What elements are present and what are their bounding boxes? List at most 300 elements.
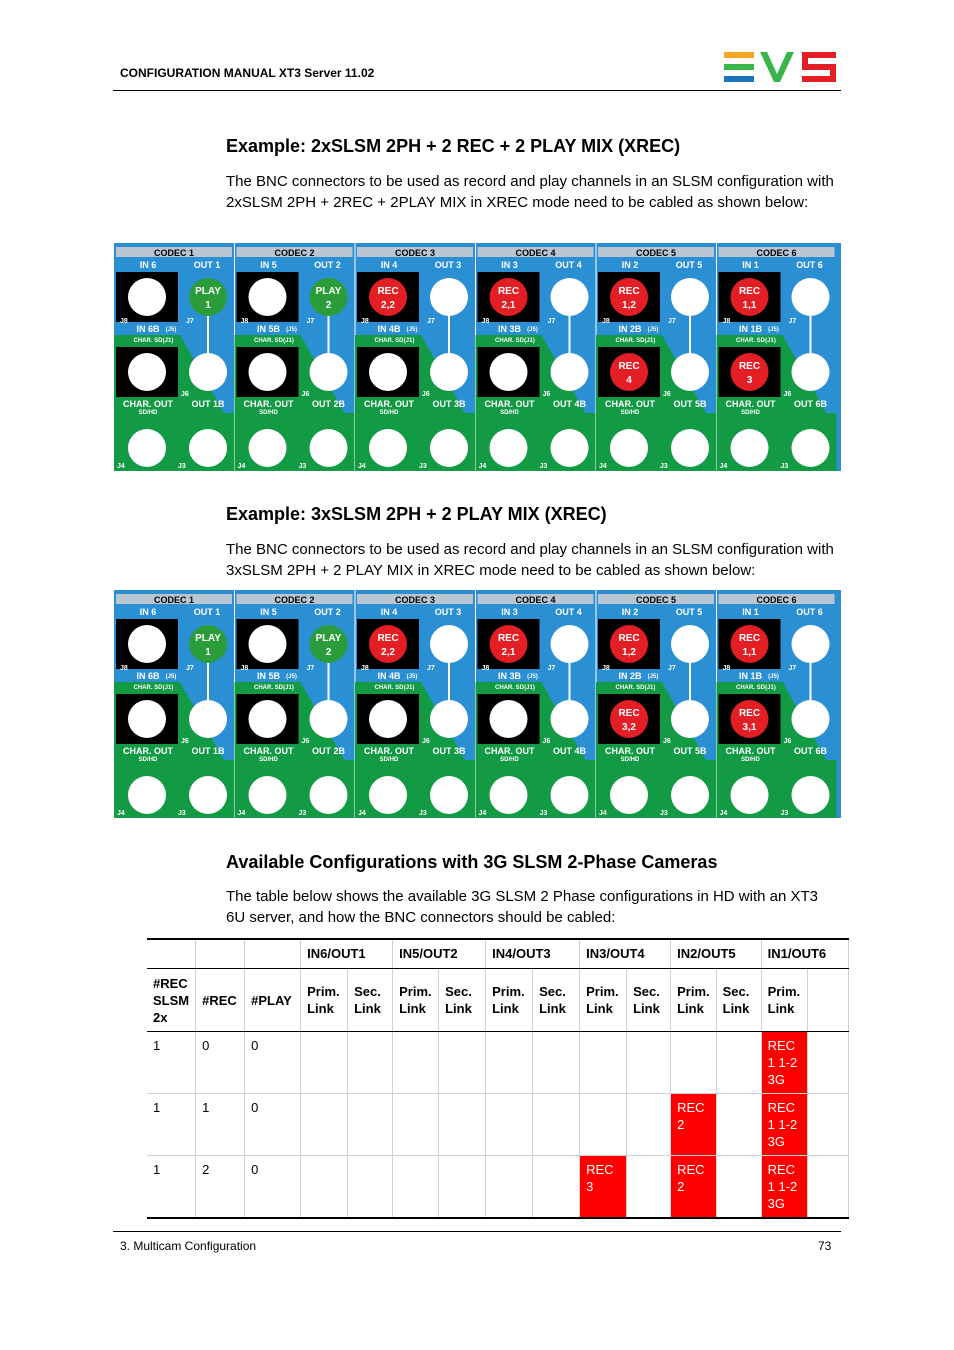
- input-label: IN 4: [380, 260, 398, 270]
- j6-label: J6: [422, 391, 430, 398]
- bnc-connector-icon: [249, 625, 287, 663]
- section-heading-3: Available Configurations with 3G SLSM 2-Phase Cameras: [226, 852, 718, 872]
- bnc-connector-icon: [310, 776, 348, 814]
- output-label: OUT 6: [796, 260, 823, 270]
- j7-label: J7: [788, 318, 797, 325]
- bnc-connector-icon: [430, 429, 468, 467]
- play-badge-number: 2: [325, 647, 332, 658]
- link-cell: [716, 1094, 761, 1156]
- j7-label: J7: [427, 318, 435, 325]
- input-label: IN 3: [501, 607, 518, 617]
- j7-label: J7: [788, 665, 797, 672]
- bnc-connector-icon: [249, 776, 287, 814]
- bnc-connector-icon: [792, 776, 830, 814]
- link-cell-empty: [807, 1156, 848, 1219]
- char-out-label: CHAR. OUT: [364, 746, 414, 756]
- play-badge-label: PLAY: [195, 286, 221, 297]
- rec-badge-label: REC: [618, 286, 640, 297]
- bnc-connector-icon: [671, 429, 709, 467]
- codec-label: CODEC 4: [515, 595, 556, 605]
- link-cell: [486, 1032, 533, 1094]
- j6-label: J6: [663, 738, 671, 745]
- j1-label: (J1): [283, 338, 294, 344]
- char-out-label: CHAR. OUT: [123, 746, 173, 756]
- j1-label: (J1): [162, 685, 174, 691]
- output-b-label: OUT 2B: [311, 399, 346, 409]
- bnc-connector-icon: [128, 429, 166, 467]
- bnc-connector-icon: [189, 429, 227, 467]
- char-out-label: CHAR. OUT: [123, 399, 173, 409]
- output-label: OUT 4: [555, 260, 582, 270]
- group-header: IN1/OUT6: [761, 939, 848, 969]
- rec-badge-label: REC: [497, 286, 520, 297]
- bnc-connector-icon: [731, 429, 769, 467]
- bnc-connector-icon: [490, 700, 528, 738]
- j8-label: J8: [722, 318, 731, 325]
- char-sd-label: CHAR. SD: [494, 685, 525, 691]
- link-cell: [301, 1156, 348, 1219]
- footer-rule: [113, 1231, 841, 1232]
- sd-hd-label: SD/HD: [138, 757, 158, 763]
- output-label: OUT 4: [555, 607, 582, 617]
- input-b-label: IN 2B: [618, 671, 642, 681]
- j3-label: J3: [660, 463, 668, 470]
- bnc-connector-icon: [430, 278, 468, 316]
- char-out-label: CHAR. OUT: [605, 399, 655, 409]
- bnc-connector-icon: [610, 429, 648, 467]
- j1-label: (J1): [403, 338, 415, 344]
- j8-label: J8: [240, 318, 249, 325]
- input-b-label: IN 6B: [136, 671, 160, 681]
- input-label: IN 3: [501, 260, 518, 270]
- codec-label: CODEC 6: [756, 248, 797, 258]
- char-sd-label: CHAR. SD: [133, 685, 163, 691]
- rec-badge-label: REC: [497, 633, 520, 644]
- sd-hd-label: SD/HD: [500, 410, 519, 416]
- j7-label: J7: [668, 318, 676, 325]
- col-header-prim: Prim. Link: [301, 969, 348, 1032]
- codec-column: [717, 594, 837, 818]
- output-b-label: OUT 6B: [793, 399, 828, 409]
- output-b-label: OUT 1B: [191, 746, 225, 756]
- bnc-connector-icon: [490, 776, 528, 814]
- cell-rec: 0: [196, 1032, 245, 1094]
- j6-label: J6: [301, 738, 310, 745]
- table-group-header-row: [147, 939, 848, 969]
- input-b-label: IN 3B: [497, 671, 522, 681]
- output-b-label: OUT 1B: [191, 399, 225, 409]
- output-b-label: OUT 3B: [432, 746, 466, 756]
- bnc-panel-2: [114, 590, 841, 818]
- j3-label: J3: [539, 810, 548, 817]
- sd-hd-label: SD/HD: [138, 410, 158, 416]
- j4-label: J4: [478, 463, 487, 470]
- cell-play: 0: [245, 1032, 301, 1094]
- j1-label: (J1): [283, 685, 294, 691]
- link-cell: [580, 1094, 627, 1156]
- link-cell: [533, 1094, 580, 1156]
- link-cell: [533, 1032, 580, 1094]
- rec-badge-number: 2,2: [381, 300, 395, 311]
- col-header-sec: Sec. Link: [627, 969, 671, 1032]
- input-label: IN 5: [260, 260, 277, 270]
- bnc-connector-icon: [128, 700, 166, 738]
- j8-label: J8: [481, 318, 490, 325]
- bnc-connector-icon: [128, 776, 166, 814]
- output-label: OUT 3: [434, 607, 462, 617]
- j4-label: J4: [117, 463, 125, 470]
- rec-badge-number: 1,2: [622, 647, 636, 658]
- sd-hd-label: SD/HD: [379, 757, 399, 763]
- rec-badge-label: REC: [618, 361, 640, 372]
- table-sub-header-row: [147, 969, 848, 1032]
- play-badge-label: PLAY: [315, 633, 342, 644]
- sd-hd-label: SD/HD: [500, 757, 519, 763]
- link-cell: [486, 1094, 533, 1156]
- cell-slsm: 1: [147, 1032, 196, 1094]
- j7-label: J7: [668, 665, 676, 672]
- input-label: IN 2: [621, 607, 639, 617]
- rec-badge-number: 3: [746, 375, 753, 386]
- output-label: OUT 2: [314, 607, 341, 617]
- bnc-connector-icon: [249, 700, 287, 738]
- rec-badge-label: REC: [738, 633, 761, 644]
- rec-badge-label: REC: [738, 361, 761, 372]
- char-sd-label: CHAR. SD: [374, 685, 404, 691]
- bnc-connector-icon: [310, 429, 348, 467]
- j3-label: J3: [539, 463, 548, 470]
- link-cell: [301, 1032, 348, 1094]
- header-rule: [113, 90, 841, 91]
- j3-label: J3: [178, 463, 186, 470]
- group-header: IN6/OUT1: [301, 939, 393, 969]
- rec-badge-label: REC: [377, 633, 399, 644]
- output-label: OUT 1: [193, 607, 221, 617]
- j5-label: (J5): [286, 327, 297, 333]
- link-cell: [439, 1094, 486, 1156]
- codec-label: CODEC 5: [635, 595, 677, 605]
- group-header: IN5/OUT2: [393, 939, 486, 969]
- link-cell: [671, 1032, 717, 1094]
- bnc-connector-icon: [731, 776, 769, 814]
- input-label: IN 1: [742, 260, 759, 270]
- col-header-play: #PLAY: [245, 969, 301, 1032]
- codec-label: CODEC 6: [756, 595, 797, 605]
- bnc-connector-icon: [430, 776, 468, 814]
- input-b-label: IN 1B: [738, 671, 763, 681]
- j4-label: J4: [719, 810, 728, 817]
- j6-label: J6: [663, 391, 671, 398]
- rec-badge-number: 3,1: [742, 722, 757, 733]
- bnc-connector-icon: [551, 278, 589, 316]
- bnc-connector-icon: [671, 700, 709, 738]
- link-cell: [533, 1156, 580, 1219]
- footer-chapter: 3. Multicam Configuration: [120, 1239, 257, 1253]
- rec-badge-number: 3,2: [622, 722, 636, 733]
- play-badge-label: PLAY: [315, 286, 342, 297]
- rec-badge-label: REC: [618, 708, 640, 719]
- link-cell: [486, 1156, 533, 1219]
- link-cell-empty: [807, 1032, 848, 1094]
- rec-badge-number: 4: [626, 375, 632, 386]
- input-b-label: IN 1B: [738, 324, 763, 334]
- j1-label: (J1): [524, 685, 535, 691]
- col-header-prim: Prim. Link: [486, 969, 533, 1032]
- table-row: [147, 1156, 848, 1219]
- j5-label: (J5): [165, 327, 177, 333]
- link-cell: [348, 1156, 393, 1219]
- link-cell-empty: [807, 1094, 848, 1156]
- cell-slsm: 1: [147, 1094, 196, 1156]
- bnc-connector-icon: [369, 700, 407, 738]
- sd-hd-label: SD/HD: [741, 410, 760, 416]
- link-cell: [393, 1094, 439, 1156]
- section-heading-1: Example: 2xSLSM 2PH + 2 REC + 2 PLAY MIX (XREC): [226, 136, 681, 156]
- group-header: IN2/OUT5: [671, 939, 762, 969]
- section-paragraph-1: The BNC connectors to be used as record and play channels in an SLSM configuration with 2xSLSM 2PH + 2REC + 2PLAY MIX in XREC mode need to be cabled as shown below:: [226, 173, 834, 211]
- j1-label: (J1): [765, 685, 776, 691]
- play-badge-number: 2: [325, 300, 332, 311]
- input-label: IN 2: [621, 260, 639, 270]
- j6-label: J6: [783, 738, 792, 745]
- char-sd-label: CHAR. SD: [494, 338, 525, 344]
- output-label: OUT 2: [314, 260, 341, 270]
- j4-label: J4: [358, 810, 366, 817]
- link-cell: [301, 1094, 348, 1156]
- col-header-rec-slsm: #REC SLSM 2x: [147, 969, 196, 1032]
- bnc-connector-icon: [310, 700, 348, 738]
- bnc-connector-icon: [310, 353, 348, 391]
- j6-label: J6: [542, 738, 551, 745]
- j6-label: J6: [542, 391, 551, 398]
- play-badge-label: PLAY: [195, 633, 221, 644]
- j7-label: J7: [547, 318, 556, 325]
- bnc-panel-svg: [114, 590, 841, 818]
- bnc-connector-icon: [490, 429, 528, 467]
- bnc-connector-icon: [551, 776, 589, 814]
- char-sd-label: CHAR. SD: [133, 338, 163, 344]
- output-b-label: OUT 2B: [311, 746, 346, 756]
- config-table: [147, 938, 849, 1219]
- bnc-connector-icon: [249, 429, 287, 467]
- input-b-label: IN 4B: [377, 671, 401, 681]
- j3-label: J3: [660, 810, 668, 817]
- bnc-connector-icon: [792, 278, 830, 316]
- j1-label: (J1): [644, 338, 656, 344]
- bnc-connector-icon: [792, 700, 830, 738]
- col-header-prim: Prim. Link: [671, 969, 717, 1032]
- j3-label: J3: [780, 810, 789, 817]
- char-sd-label: CHAR. SD: [253, 685, 284, 691]
- j4-label: J4: [719, 463, 728, 470]
- link-cell: REC 2: [671, 1094, 717, 1156]
- char-out-label: CHAR. OUT: [725, 399, 776, 409]
- sd-hd-label: SD/HD: [379, 410, 399, 416]
- j4-label: J4: [478, 810, 487, 817]
- rec-badge-number: 1,1: [742, 647, 757, 658]
- codec-column: [717, 247, 837, 471]
- codec-label: CODEC 3: [394, 595, 436, 605]
- bnc-connector-icon: [369, 776, 407, 814]
- bnc-panel-svg: [114, 243, 841, 471]
- j5-label: (J5): [647, 674, 659, 680]
- char-sd-label: CHAR. SD: [735, 685, 766, 691]
- char-out-label: CHAR. OUT: [243, 399, 294, 409]
- link-cell: REC 2: [671, 1156, 717, 1219]
- char-sd-label: CHAR. SD: [615, 338, 645, 344]
- bnc-connector-icon: [671, 278, 709, 316]
- char-sd-label: CHAR. SD: [735, 338, 766, 344]
- link-cell: [627, 1032, 671, 1094]
- cell-rec: 2: [196, 1156, 245, 1219]
- char-sd-label: CHAR. SD: [374, 338, 404, 344]
- sd-hd-label: SD/HD: [259, 410, 278, 416]
- j5-label: (J5): [406, 674, 418, 680]
- rec-badge-number: 2,1: [501, 300, 516, 311]
- input-b-label: IN 2B: [618, 324, 642, 334]
- bnc-connector-icon: [551, 429, 589, 467]
- bnc-connector-icon: [128, 278, 166, 316]
- char-out-label: CHAR. OUT: [725, 746, 776, 756]
- play-badge-number: 1: [205, 647, 211, 658]
- section-heading-2: Example: 3xSLSM 2PH + 2 PLAY MIX (XREC): [226, 504, 607, 524]
- group-header: IN3/OUT4: [580, 939, 671, 969]
- link-cell: [439, 1156, 486, 1219]
- bnc-connector-icon: [189, 700, 227, 738]
- codec-label: CODEC 5: [635, 248, 677, 258]
- j4-label: J4: [237, 810, 246, 817]
- bnc-connector-icon: [671, 353, 709, 391]
- link-cell: [627, 1094, 671, 1156]
- table-row: [147, 1094, 848, 1156]
- bnc-connector-icon: [792, 625, 830, 663]
- bnc-connector-icon: [610, 776, 648, 814]
- link-cell: [393, 1156, 439, 1219]
- input-b-label: IN 6B: [136, 324, 160, 334]
- j7-label: J7: [306, 665, 315, 672]
- bnc-connector-icon: [249, 353, 287, 391]
- input-label: IN 6: [139, 607, 157, 617]
- link-cell: REC 1 1-2 3G: [761, 1094, 807, 1156]
- bnc-connector-icon: [430, 700, 468, 738]
- j3-label: J3: [298, 810, 307, 817]
- link-cell: REC 3: [580, 1156, 627, 1219]
- output-label: OUT 3: [434, 260, 462, 270]
- j7-label: J7: [186, 665, 194, 672]
- group-header: IN4/OUT3: [486, 939, 580, 969]
- output-b-label: OUT 4B: [552, 399, 587, 409]
- bnc-connector-icon: [792, 353, 830, 391]
- j6-label: J6: [301, 391, 310, 398]
- bnc-connector-icon: [671, 625, 709, 663]
- rec-badge-number: 2,2: [381, 647, 395, 658]
- j8-label: J8: [602, 665, 610, 672]
- bnc-connector-icon: [369, 429, 407, 467]
- j4-label: J4: [599, 810, 607, 817]
- col-header-prim: Prim. Link: [761, 969, 807, 1032]
- bnc-connector-icon: [128, 353, 166, 391]
- output-b-label: OUT 5B: [673, 399, 707, 409]
- rec-badge-label: REC: [738, 286, 761, 297]
- cell-play: 0: [245, 1094, 301, 1156]
- input-b-label: IN 5B: [256, 671, 281, 681]
- j8-label: J8: [120, 665, 128, 672]
- input-label: IN 4: [380, 607, 398, 617]
- section-paragraph-3: The table below shows the available 3G SLSM 2 Phase configurations in HD with an XT3 6U server, and how the BNC connectors should be cabled:: [226, 888, 818, 926]
- input-label: IN 5: [260, 607, 277, 617]
- j1-label: (J1): [765, 338, 776, 344]
- link-cell: REC 1 1-2 3G: [761, 1032, 807, 1094]
- col-header-sec: Sec. Link: [439, 969, 486, 1032]
- j4-label: J4: [358, 463, 366, 470]
- output-b-label: OUT 4B: [552, 746, 587, 756]
- codec-label: CODEC 1: [153, 595, 195, 605]
- link-cell: [627, 1156, 671, 1219]
- char-sd-label: CHAR. SD: [253, 338, 284, 344]
- sd-hd-label: SD/HD: [741, 757, 760, 763]
- j5-label: (J5): [406, 327, 418, 333]
- output-b-label: OUT 6B: [793, 746, 828, 756]
- rec-badge-number: 1,2: [622, 300, 636, 311]
- link-cell: REC 1 1-2 3G: [761, 1156, 807, 1219]
- j8-label: J8: [361, 665, 369, 672]
- input-label: IN 1: [742, 607, 759, 617]
- j7-label: J7: [427, 665, 435, 672]
- bnc-connector-icon: [249, 278, 287, 316]
- evs-logo: [724, 52, 836, 82]
- j1-label: (J1): [644, 685, 656, 691]
- cell-play: 0: [245, 1156, 301, 1219]
- section-paragraph-2: The BNC connectors to be used as record and play channels in an SLSM configuration with 3xSLSM 2PH + 2 PLAY MIX in XREC mode need to be cabled as shown below:: [226, 541, 834, 579]
- j4-label: J4: [117, 810, 125, 817]
- j1-label: (J1): [403, 685, 415, 691]
- rec-badge-label: REC: [618, 633, 640, 644]
- j7-label: J7: [547, 665, 556, 672]
- bnc-connector-icon: [430, 353, 468, 391]
- bnc-connector-icon: [490, 353, 528, 391]
- col-header-rec: #REC: [196, 969, 245, 1032]
- bnc-connector-icon: [430, 625, 468, 663]
- j8-label: J8: [481, 665, 490, 672]
- col-header-sec: Sec. Link: [348, 969, 393, 1032]
- j5-label: (J5): [768, 674, 779, 680]
- char-out-label: CHAR. OUT: [364, 399, 414, 409]
- j7-label: J7: [306, 318, 315, 325]
- char-sd-label: CHAR. SD: [615, 685, 645, 691]
- j4-label: J4: [599, 463, 607, 470]
- j7-label: J7: [186, 318, 194, 325]
- sd-hd-label: SD/HD: [620, 410, 640, 416]
- j8-label: J8: [602, 318, 610, 325]
- j6-label: J6: [783, 391, 792, 398]
- table-row: [147, 1032, 848, 1094]
- char-out-label: CHAR. OUT: [243, 746, 294, 756]
- play-badge-number: 1: [205, 300, 211, 311]
- output-label: OUT 5: [675, 260, 703, 270]
- col-header-prim: Prim. Link: [580, 969, 627, 1032]
- j3-label: J3: [178, 810, 186, 817]
- sd-hd-label: SD/HD: [620, 757, 640, 763]
- input-b-label: IN 5B: [256, 324, 281, 334]
- bnc-connector-icon: [671, 776, 709, 814]
- j5-label: (J5): [286, 674, 297, 680]
- output-b-label: OUT 3B: [432, 399, 466, 409]
- j5-label: (J5): [527, 674, 538, 680]
- output-label: OUT 1: [193, 260, 221, 270]
- link-cell: [393, 1032, 439, 1094]
- col-header-sec: Sec. Link: [716, 969, 761, 1032]
- j8-label: J8: [361, 318, 369, 325]
